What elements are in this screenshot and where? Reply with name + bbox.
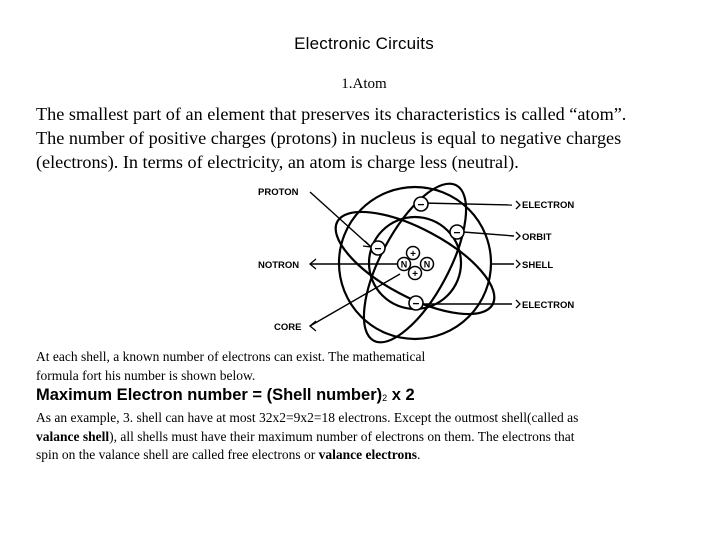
outer-shell xyxy=(339,187,491,339)
label-core: CORE xyxy=(274,322,302,333)
formula-exponent: 2 xyxy=(382,393,388,403)
orbit-1 xyxy=(321,192,508,335)
label-proton: PROTON xyxy=(258,187,299,198)
formula-suffix: x 2 xyxy=(387,386,415,404)
electron-top xyxy=(414,197,428,212)
electron-right xyxy=(450,225,464,240)
example-line: As an example, 3. shell can have at most 32x2=9x2=18 electrons. Except the outmost shell(called as xyxy=(36,410,579,425)
shell-paragraph xyxy=(36,348,556,385)
valance-electrons-term: valance electrons xyxy=(318,447,417,462)
shell-paragraph-line: formula fort his number is shown below. xyxy=(36,367,256,383)
svg-text:−: − xyxy=(374,241,382,256)
page-title: Electronic Circuits xyxy=(294,34,434,53)
intro-line: (electrons). In terms of electricity, an atom is charge less (neutral). xyxy=(36,152,519,172)
svg-text:−: − xyxy=(417,197,425,212)
label-notron: NOTRON xyxy=(258,260,300,271)
section-heading: 1.Atom xyxy=(341,76,387,92)
svg-text:−: − xyxy=(453,225,461,240)
inner-shell xyxy=(369,217,461,309)
intro-paragraph xyxy=(36,102,696,174)
svg-text:+: + xyxy=(412,269,418,280)
shell-paragraph-line: At each shell, a known number of electrons can exist. The mathematical xyxy=(36,349,426,364)
nucleus xyxy=(398,247,434,281)
intro-line: The number of positive charges (protons) in nucleus is equal to negative charges xyxy=(36,128,622,148)
example-paragraph xyxy=(36,409,696,465)
svg-text:+: + xyxy=(410,249,416,260)
formula xyxy=(36,386,415,405)
valance-shell-term: valance shell xyxy=(36,428,110,444)
example-line: valance shell), all shells must have their maximum number of electrons on them. The electrons that xyxy=(36,428,575,444)
example-line: spin on the valance shell are called free electrons or valance electrons. xyxy=(36,447,421,462)
atom-diagram xyxy=(250,180,580,345)
intro-line: The smallest part of an element that preserves its characteristics is called “atom”. xyxy=(36,104,627,124)
label-shell: SHELL xyxy=(522,260,554,271)
formula-text: Maximum Electron number = (Shell number) xyxy=(36,386,383,404)
svg-text:N: N xyxy=(400,259,408,270)
svg-text:N: N xyxy=(423,259,431,270)
electron-left xyxy=(371,241,385,256)
svg-text:−: − xyxy=(412,296,420,311)
label-electron-bottom: ELECTRON xyxy=(522,300,575,311)
label-orbit: ORBIT xyxy=(522,232,552,243)
label-electron-top: ELECTRON xyxy=(522,200,575,211)
electron-bottom xyxy=(409,296,423,311)
